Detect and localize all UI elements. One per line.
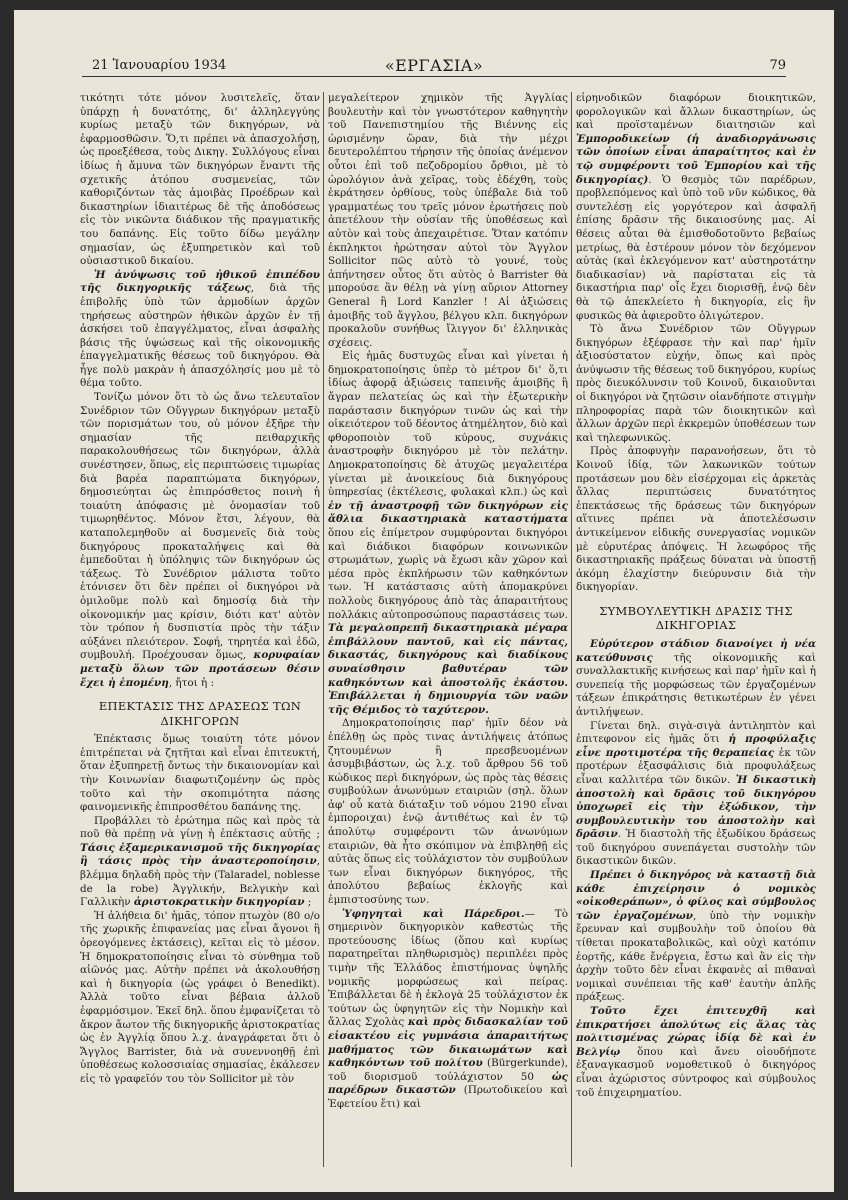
page-number: 79 xyxy=(769,58,786,73)
text: Τονίζω μόνον ὅτι τὸ ὡς ἄνω τελευταῖον Συνέδριον τῶν Οὔγγρων δικηγόρων μεταξὺ τῶν πορισμάτων του, οὐ μόνον ἐξῆρε τὴν σημασίαν τῆς πειθαρχικῆς παρακολουθήσεως τῶν δικηγόρων, ἀλλὰ συνέστησεν, ὅπως, εἰς περιπτώσεις τιμωρίας διὰ βαρέα παραπτώματα δικηγόρων, δημοσιεύηται ὡς ἐπιπρόσθετος ποινὴ ἡ τοιαύτη ἀπόφασις μὲ ὀνομασίαν τοῦ τιμωρηθέντος. Μόνον ἔτσι, λέγουν, θὰ καταπολεμηθοῦν αἱ δυσμενεῖς διὰ τοὺς δικηγόρους προκαταλήψεις καὶ θὰ ἐμπεδοῦται ἡ ὑπόληψις τῶν δικηγόρων ὡς τάξεως. Τὸ Συνέδριον μάλιστα τοῦτο ἐτόνισεν ὅτι δὲν πρέπει οἱ δικηγόροι νὰ ὁμιλοῦμε πολὺ καὶ δημοσίᾳ διὰ τὴν οἰκονομικήν μας κρίσιν, διότι κατ' αὐτὸν τὸν τρόπον ἡ δυσπιστία πρὸς τὴν τάξιν αὐξάνει πλειότερον. Σοφή, τηρητέα καὶ ἐδῶ, συμβουλή. Προέχουσαν ὅμως, xyxy=(80,391,320,662)
emphasis: Τάσις ἐξαμερικανισμοῦ τῆς δικηγορίας ἢ τάσις πρὸς τὴν ἀναστεροποίησιν xyxy=(80,841,320,868)
page-header xyxy=(82,46,786,77)
column-divider xyxy=(571,92,572,1167)
paragraph: Ἡ ἀλήθεια δι' ἡμᾶς, τόπον πτωχὸν (80 ο/ο τῆς χωρικῆς ἐπιφανείας μας εἶναι ἄγονοι ἢ ὀρεογόμενες ἐκτάσεις), κεῖται εἰς τὸ μέσον. Ἡ δημοκρατοποίησις εἶναι τὸ σύνθημα τοῦ αἰῶνός μας. Αὐτὴν πρέπει νὰ ἀκολουθήσῃ καὶ ἡ δικηγορία (ὡς γράφει ὁ Benedikt). Ἀλλὰ τοῦτο εἶναι βέβαια ἀλλοῦ ἐφαρμόσιμον. Ἐκεῖ δηλ. ὅπου ἐμφανίζεται τὸ ἄκρον ἄωτον τῆς δικηγορικῆς ἀριστοκρατίας ὡς ἐν Ἀγγλίᾳ ὅπου λ.χ. ἀναγράφεται ὅτι ὁ Ἄγγλος Barrister, διὰ νὰ συνεννοηθῇ ἐπὶ ὑποθέσεως κολοσσιαίας σημασίας, ἐκάλεσεν εἰς τὸ γραφεῖόν του τὸν Sollicitor μὲ τὸν xyxy=(80,909,320,1085)
paragraph xyxy=(80,391,320,690)
text: , ὑπὸ τὴν νομικὴν ἔρευναν καὶ συμβουλὴν τοῦ ὁποίου θὰ τίθεται προκαταβολικῶς, καὶ οὐχὶ κατόπιν ἑορτῆς, κάθε ἔνέργεια, ἔστω καὶ ἂν εἰς τὴν ἀρχὴν τοῦτο δὲν εἶναι ἐκφανὲς αἱ πιθαναὶ νομικαὶ συνέπειαι τῆς καθ' ἑαυτὴν ἁπλῆς πράξεως. xyxy=(576,909,816,1004)
paragraph xyxy=(328,908,568,1112)
section-heading: ΣΥΜΒΟΥΛΕΥΤΙΚΗ ΔΡΑΣΙΣ ΤΗΣ ΔΙΚΗΓΟΡΙΑΣ xyxy=(599,603,793,633)
subheading: Ὑφηγηταὶ καὶ Πάρεδροι. xyxy=(342,907,525,920)
emphasis: Ἡ ἀνύψωσις τοῦ ἠθικοῦ ἐπιπέδου τῆς δικηγορικῆς τάξεως xyxy=(80,268,320,295)
emphasis: Τοῦτο ἔχει ἐπιτευχθῆ καὶ ἐπικρατήσει ἀπολύτως εἰς ἄλας τὰς πολιτισμένας χώρας ἰδίᾳ δὲ καὶ ἐν Βελγίῳ xyxy=(576,1005,816,1058)
paragraph xyxy=(80,269,320,391)
column-1 xyxy=(80,92,320,1177)
paragraph: Πρὸς ἀποφυγὴν παρανοήσεων, ὅτι τὸ Κοινοῦ ἰδίᾳ, τῶν λακωνικῶν τούτων προτάσεων μου δὲν εἰσέρχομαι εἰς ἀρκετὰς ἄλλας περιπτώσεις δυνατότητος ἐπεκτάσεως τῆς δράσεως τῶν δικηγόρων αἵτινες πρέπει νὰ ἀποτελέσωσιν ἀντικείμενον εἰδικῆς συνεργασίας νομικῶν μὲ εὐρυτέρας ἀπόψεις. Ἡ λεωφόρος τῆς δικαστηριακῆς πράξεως δύναται νὰ ὑποστῇ ἀκόμη ἐλαχίστην διεύρυνσιν διὰ τὴν δικηγορίαν. xyxy=(576,445,816,594)
emphasis: Ἡ δικαστικὴ ἀποστολὴ καὶ δρᾶσις τοῦ δικηγόρου ὑποχωρεῖ εἰς τὴν ἐξώδικον, τὴν συμβουλευτικὴν του ἀποστολὴν καὶ δρᾶσιν xyxy=(576,773,816,841)
text: , ἤτοι ἡ : xyxy=(168,676,215,689)
text: ὅπου εἰς ἐπίμετρον συμφύρονται δικηγόροι καὶ διάδικοι διαφόρων κοινωνικῶν στρωμάτων, χωρὶς νὰ ἔχωσι κἂν χῶρον καὶ μέσα πρὸς ἐκπλήρωσιν τῶν καθηκόντων των. Ἡ κατάστασις αὐτὴ ἀπομακρύνει πολλοὺς δικηγόρους ἀπὸ τὰς ἀπαραιτήτους πολλάκις αὐτοπροσώπους παραστάσεις των. xyxy=(328,527,568,621)
emphasis: ὡς παρέδρων δικαστῶν xyxy=(328,1070,568,1097)
text: Γίνεται δηλ. σιγὰ-σιγὰ ἀντιληπτὸν καὶ ἐπιτεφονον εἰς ἡμᾶς ὅτι xyxy=(576,719,816,746)
newspaper-title: «ΕΡΓΑΣΙΑ» xyxy=(384,56,484,75)
paragraph: Ἐπέκτασις ὅμως τοιαύτη τότε μόνον ἐπιτρέπεται νὰ ζητῆται καὶ εἶναι ἐπιτευκτή, ὅταν ἐξυπηρετῇ ὄντως τὴν δικαιονομίαν καὶ τὴν Κοινωνίαν διαφωτιζομένην ὡς πρὸς τοῦτο καὶ τὴν σκοπιμότητα πάσης φαινομενικῆς ἐπιπροσθέτου δαπάνης της. xyxy=(80,733,320,814)
column-3 xyxy=(576,92,816,1177)
text: ; xyxy=(304,896,312,909)
paragraph xyxy=(576,92,816,323)
emphasis: ἀριστοκρατικὴν δικηγορίαν xyxy=(133,896,305,909)
emphasis: κορυφαίαν μεταξὺ ὅλων τῶν προτάσεων θέσιν ἔχει ἡ ἑπομένη xyxy=(80,649,320,689)
text: . Ὁ θεσμὸς τῶν παρέδρων, προβλεπόμενος καὶ ὑπὸ τοῦ νῦν κώδικος, θὰ συντελέσῃ εἰς γοργότερον καὶ ἀσφαλῆ ἐπίσης δρᾶσιν τῆς δικαιοσύνης μας. Αἱ θέσεις αὗται θὰ ἐμισθοδοτοῦντο βεβαίως μετρίως, θὰ ἐστέρουν μόνον τὸν δεχόμενον αὐτὰς (καὶ ἐκλεγόμενον κατ' αὐστηροτάτην διαδικασίαν) νὰ παρίσταται εἰς τὰ δικαστήρια παρ' οἷς ἔχει διορισθῇ, ἐνῷ δὲν θὰ τῷ ἀπεκλείετο ἡ δικηγορία, εἰς ἣν φυσικῶς θὰ ἀφιεροῦτο ὀλιγώτερον. xyxy=(576,173,816,322)
paragraph: Τὸ ἄνω Συνέδριον τῶν Οὔγγρων δικηγόρων ἐξέφρασε τὴν καὶ παρ' ἡμῖν ἀξιοσύστατον εὐχήν, ὅπως καὶ πρὸς ἀνύψωσιν τῆς θέσεως τοῦ δικηγόρου, κυρίως πρὸς διευκόλυνσιν τοῦ Κοινοῦ, δικαιοῦνται οἱ δικηγόροι νὰ ζητῶσιν οἱανδήποτε στιγμὴν πληροφορίας παρὰ τῶν διοικητικῶν καὶ ἄλλων ἀρχῶν περὶ ἐκκρεμῶν ὑποθέσεων των καὶ τηλεφωνικῶς. xyxy=(576,323,816,444)
section-heading: ΕΠΕΚΤΑΣΙΣ ΤΗΣ ΔΡΑΣΕΩΣ ΤΩΝ ΔΙΚΗΓΟΡΩΝ xyxy=(98,699,302,728)
paragraph: μεγαλείτερον χημικὸν τῆς Ἀγγλίας βουλευτὴν καὶ τὸν γνωστότερον καθηγητὴν τοῦ Πανεπιστημίου τῆς Βιέννης εἰς ὡρισμένην ὥραν, διὰ τὴν μέχρι δευτερολέπτου τήρησιν τῆς ὁποίας ἀνέμενον οὗτοι ἐπὶ τοῦ πεζοδρομίου ὄρθιοι, μὲ τὸ ὡρολόγιον ἀνὰ χεῖρας, τοὺς ἐδέχθη, τοὺς ἐκράτησεν ὀρθίους, τοὺς ὑπέβαλε διὰ τοῦ γραμματέως του τρεῖς μόνον ἐρωτήσεις ποὺ ἀπετέλουν τὴν οὐσίαν τῆς ὑποθέσεως καὶ αὐτὸν καὶ τοὺς ἀπεχαιρέτισε. Ὅταν κατόπιν ἐκπληκτοι ἠρώτησαν αὐτοὶ τὸν Ἄγγλον Sollicitor πῶς αὐτὸ τὸ γουνέ, τοὺς ἀπήντησεν οὗτος ὅτι αὐτὸς ὁ Barrister θὰ μπορούσε ἂν θέλῃ νὰ γίνῃ αὔριον Attorney General ἢ Lord Kanzler ! Αἱ ἀξιώσεις ἀμοιβῆς τοῦ ἄγγλου, βέλγου κλπ. δικηγόρων προκαλοῦν συνήθως ἴλιγγον δι' ἑλληνικὰς σχέσεις. xyxy=(328,92,568,349)
emphasis: Τὰ μεγαλοπρεπῆ δικαστηριακὰ μέγαρα ἐπιβάλλουν παντοῦ, καὶ εἰς πάντας, δικαστάς, δικηγόρους καὶ διαδίκους συναίσθησιν βαθυτέραν τῶν καθηκόντων καὶ ἀποστολῆς ἑκάστου. Ἐπιβάλλεται ἡ δημιουργία τῶν ναῶν τῆς Θέμιδος τὸ ταχύτερον. xyxy=(328,622,568,716)
text: ὅπου καὶ ἄνευ οἱουδήποτε ἐξαναγκασμοῦ νομοθετικοῦ ὁ δικηγόρος εἶναι ἀχώριστος σύντροφος καὶ σύμβουλος τοῦ ἐπιχειρηματίου. xyxy=(576,1045,816,1099)
text: ἐκ τῶν προτέρων ἐξασφάλισις διὰ προφυλάξεως εἶναι καλλιτέρα τῶν δικῶν. xyxy=(576,746,816,786)
text: τῆς οἰκονομικῆς καὶ συναλλακτικῆς κινήσεως καὶ παρ' ἡμῖν καὶ ἡ συνεπείᾳ τῆς μορφώσεως τῶν ἐργαζομένων τάξεων ἐπικράτησις θετικωτέρων ἐν γένει ἀντιλήψεων. xyxy=(576,651,816,718)
text: Προβάλλει τὸ ἐρώτημα πῶς καὶ πρὸς τὰ ποῦ θὰ πρέπῃ νὰ γίνῃ ἡ ἐπέκτασις αὐτῆς ; xyxy=(80,814,320,841)
paragraph: τικότητι τότε μόνον λυσιτελεῖς, ὅταν ὑπάρχῃ ἡ δυνατότης, δι' ἀλληλεγγύης κυρίως μεταξὺ τῶν δικηγόρων, νὰ ἐφαρμοσθῶσιν. Ὅ,τι πρέπει νὰ ἀπασχολήσῃ, ὡς προεξέθεσα, τοὺς Δικηγ. Συλλόγους εἶναι ἰδίως ἡ ἄμυνα τῶν δικηγόρων ἔναντι τῆς σχετικῆς ἀτόπου συσμενείας, τῶν καθοριζόντων τὰς ἀμοιβὰς Προέδρων καὶ δικαστηρίων ἰδιαιτέρως δὲ τῆς ἀποδόσεως εἰς τὸν νικῶντα διάδικον τῆς πραγματικῆς του δαπάνης. Εἰς τοῦτο δίδω μεγάλην σημασίαν, ὡς ἐξυπηρετικὸν καὶ τοῦ οὐσιαστικοῦ δικαίου. xyxy=(80,92,320,268)
text: (Bürgerkunde), τοῦ διορισμοῦ τοὐλάχιστον 50 xyxy=(328,1057,568,1083)
emphasis: Πρέπει ὁ δικηγόρος νὰ καταστῇ διὰ κάθε ἐπιχείρησιν ὁ νομικὸς «οἰκοθεράπων», ὁ φίλος καὶ σύμβουλος τῶν ἐργαζομένων xyxy=(576,869,816,922)
emphasis: ἐν τῇ ἀναστροφῇ τῶν δικηγόρων εἰς ἄθλια δικαστηριακὰ καταστήματα xyxy=(328,499,568,526)
paragraph xyxy=(576,638,816,720)
emphasis: Ἐμποροδικείων (ἡ ἀναδιοργάνωσις τῶν ὁποίων εἶναι ἀπαραίτητος καὶ ἐν τῷ συμφέροντι τοῦ Ἐμπορίου καὶ τῆς δικηγορίας) xyxy=(576,132,816,186)
column-divider xyxy=(323,92,324,1167)
text: εἰρηνοδικῶν διαφόρων διοικητικῶν, φορολογικῶν καὶ ἄλλων δικαστηρίων, ὡς καὶ προϊσταμένων διαιτησιῶν καὶ xyxy=(576,92,816,132)
text: , διὰ τῆς ἐπιβολῆς ὑπὸ τῶν ἁρμοδίων ἀρχῶν τηρήσεως αὐστηρῶν ἠθικῶν ἀρχῶν ἐν τῇ ἀσκήσει τοῦ ἐπαγγέλματος, εἶναι ἀσφαλὴς βάσις τῆς ὑψώσεως καὶ τῆς οἰκονομικῆς ἐπαγγελματικῆς θέσεως τοῦ δικηγόρου. Θὰ ἦγε πολὺ μακρὰν ἡ ἀπασχόλησίς μου μὲ τὸ θέμα τοῦτο. xyxy=(80,282,320,390)
paragraph: Δημοκρατοποίησις παρ' ἡμῖν δέον νὰ ἐπέλθῃ ὡς πρὸς τινας ἀντιλήψεις ἀτόπως ζητουμένων ἢ πρεσβευομένων ἀσυμβιβάστων, ὡς λ.χ. τοῦ ἄρθρου 56 τοῦ κώδικος περὶ δικηγόρων, ὡς πρὸς τὰς θέσεις συμβούλων ἀνωνύμων εταιριῶν (σηλ. ὅλων ἀφ' οὗ κατὰ διάταξιν τοῦ νόμου 2190 εἶναι ἐμποροιχαι) ἐνῷ ἀντιθέτως καὶ ἐν τῷ ἀπολύτῳ συμφέροντι τῶν ἀνωνύμων εταιριῶν, θὰ ἦτο σκόπιμον νὰ ἐπιβληθῇ εἰς αὐτὰς ὅπως εἰς τοὐλάχιστον τὸν συμβούλων των εἶναι δικηγόρων δικηγόρος, τῆς ἀπολύτου βεβαίως ἐκλογῆς καὶ ἐμπιστοσύνης των. xyxy=(328,717,568,907)
paragraph xyxy=(80,815,320,910)
paragraph xyxy=(576,1005,816,1100)
emphasis: ἡ προφύλαξις εἶνε προτιμοτέρα τῆς θεραπείας xyxy=(576,733,816,759)
paragraph xyxy=(576,869,816,1005)
text: (Πρωτοδικείου καὶ Ἐφετείου ἔτι) καὶ xyxy=(328,1084,568,1110)
newspaper-page xyxy=(14,10,834,1192)
emphasis: Εὐρύτερον στάδιον διανοίγει ἡ νέα κατεύθυνσις xyxy=(576,637,816,664)
text: Εἰς ἡμᾶς δυστυχῶς εἶναι καὶ γίνεται ἡ δημοκρατοποίησις ὑπὲρ τὸ μέτρον δι' ὅ,τι ἰδίως ἀφορᾷ ἀξιώσεις ταπεινῆς ἀμοιβῆς ἢ ἄγραν πελατείας ὡς καὶ τὴν ἐξωτερικὴν παράστασιν δικηγόρων τινῶν ὡς καὶ τὴν οἰκειότερον τοῦ δέοντος ἀτημέλητον, διὸ καὶ φθοροποιὸν τοῦ κύρους, συχνάκις ἀναστροφὴν δικηγόρου μὲ τὸν πελάτην. Δημοκρατοποίησις δὲ ἀτυχῶς μεγαλειτέρα γίνεται μὲ ἀνοικείους διὰ δικηγόρους ὑπηρεσίας (ἐκτέλεσις, φυλακαὶ κλπ.) ὡς καὶ xyxy=(328,350,568,499)
column-2 xyxy=(328,92,568,1177)
issue-date: 21 Ἰανουαρίου 1934 xyxy=(92,58,227,73)
paragraph xyxy=(576,720,816,870)
emphasis: καὶ πρὸς διδασκαλίαν τοῦ εἰσακτέου εἰς γυμνάσια ἀπαραιτήτως μαθήματος τῶν δικαιωμάτων καὶ καθηκόντων τοῦ πολίτου xyxy=(328,1016,568,1070)
paragraph xyxy=(328,350,568,717)
text: — Τὸ σημερινὸν δικηγορικὸν καθεστὼς τῆς προτεύουσης ἰδίως (ὅπου καὶ κυρίως παρατηρεῖται πληθωρισμὸς) περιπλέει πρὸς τιμὴν τῆς Ἑλλάδος ἐπιστήμονας ὑψηλῆς νομικῆς μορφώσεως καὶ πείρας. Ἐπιβάλλεται δὲ ἡ ἐκλογὰ 25 τοὐλάχιστον ἐκ τούτων ὡς ὑφηγητῶν εἰς τὴν Νομικὴν καὶ ἄλλας Σχολὰς xyxy=(328,907,568,1029)
text: , βλέμμα δηλαδὴ πρὸς τὴν (Talaradel, noblesse de la robe) Ἀγγλικήν, Βελγικὴν καὶ Γαλλικὴν xyxy=(80,855,320,909)
text: . Ἡ διαστολὴ τῆς ἐξωδίκου δράσεως τοῦ δικηγόρου συνεπάγεται συστολὴν τῶν δικαστικῶν δικῶν. xyxy=(576,828,816,868)
